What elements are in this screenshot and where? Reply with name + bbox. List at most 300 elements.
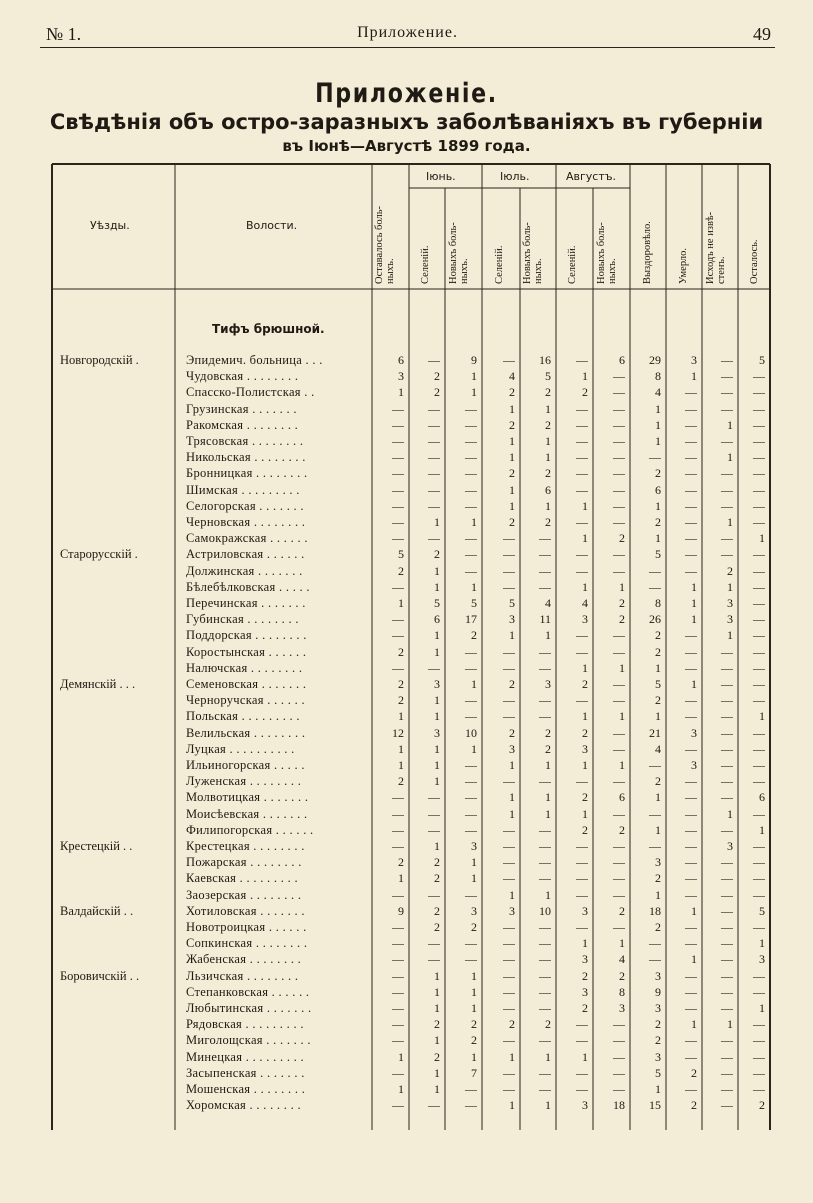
- uezd-cell: [60, 1032, 172, 1048]
- recovered-cell: 4: [655, 385, 661, 399]
- july-villages-cell: 1: [509, 888, 515, 902]
- column-header-unknown-outcome: Исходъ не извѣ- стенъ.: [705, 211, 727, 284]
- died-cell: —: [685, 564, 697, 578]
- died-cell: —: [685, 483, 697, 497]
- june-villages-cell: —: [428, 952, 440, 966]
- uezd-cell: [60, 482, 172, 498]
- july-villages-cell: 3: [509, 904, 515, 918]
- remained-end-cell: —: [753, 985, 765, 999]
- recovered-cell: 3: [655, 969, 661, 983]
- july-villages-cell: —: [503, 839, 515, 853]
- july-new-cell: 1: [545, 628, 551, 642]
- unknown-outcome-cell: —: [721, 790, 733, 804]
- uezd-cell: Валдайскій . .: [60, 904, 134, 918]
- unknown-outcome-cell: 1: [727, 450, 733, 464]
- uezd-cell: [60, 935, 172, 951]
- volost-cell: Велильская . . . . . . . .: [186, 726, 306, 740]
- remained-end-cell: —: [753, 499, 765, 513]
- remained-start-cell: —: [392, 1017, 404, 1031]
- died-cell: —: [685, 466, 697, 480]
- july-villages-cell: 1: [509, 790, 515, 804]
- august-new-cell: —: [613, 807, 625, 821]
- column-header-remained-end: Осталось.: [749, 239, 760, 284]
- remained-start-cell: —: [392, 1001, 404, 1015]
- june-new-cell: 2: [471, 920, 477, 934]
- remained-start-cell: 9: [398, 904, 404, 918]
- uezd-cell: [60, 984, 172, 1000]
- july-new-cell: —: [539, 985, 551, 999]
- august-new-cell: —: [613, 434, 625, 448]
- report-title: Свѣдѣнія объ остро-заразныхъ заболѣваніяхъ въ губерніи: [49, 110, 764, 134]
- remained-start-cell: 2: [398, 774, 404, 788]
- remained-end-cell: —: [753, 580, 765, 594]
- july-new-cell: —: [539, 871, 551, 885]
- unknown-outcome-cell: —: [721, 985, 733, 999]
- volost-cell: Никольская . . . . . . . .: [186, 450, 306, 464]
- august-villages-cell: 1: [582, 531, 588, 545]
- issue-number: № 1.: [46, 24, 82, 44]
- june-new-cell: —: [465, 790, 477, 804]
- july-new-cell: 3: [545, 677, 551, 691]
- june-villages-cell: 1: [434, 1033, 440, 1047]
- remained-end-cell: —: [753, 758, 765, 772]
- july-villages-cell: —: [503, 1082, 515, 1096]
- august-villages-cell: 2: [582, 385, 588, 399]
- august-new-cell: —: [613, 515, 625, 529]
- june-villages-cell: 1: [434, 645, 440, 659]
- august-new-cell: —: [613, 369, 625, 383]
- july-villages-cell: 1: [509, 1050, 515, 1064]
- died-cell: —: [685, 1050, 697, 1064]
- running-title: Приложение.: [357, 24, 458, 41]
- august-new-cell: 4: [619, 952, 625, 966]
- june-new-cell: —: [465, 450, 477, 464]
- uezd-cell: [60, 725, 172, 741]
- volost-cell: Филипогорская . . . . . .: [186, 823, 314, 837]
- june-new-cell: 1: [471, 1001, 477, 1015]
- august-villages-cell: 2: [582, 726, 588, 740]
- july-new-cell: —: [539, 839, 551, 853]
- volost-cell: Бронницкая . . . . . . . .: [186, 466, 308, 480]
- unknown-outcome-cell: —: [721, 466, 733, 480]
- remained-end-cell: 1: [759, 1001, 765, 1015]
- august-villages-cell: 3: [582, 904, 588, 918]
- august-new-cell: —: [613, 839, 625, 853]
- volost-cell: Семеновская . . . . . . .: [186, 677, 307, 691]
- uezd-cell: [60, 1081, 172, 1097]
- remained-end-cell: —: [753, 1050, 765, 1064]
- june-new-cell: —: [465, 466, 477, 480]
- june-villages-cell: 2: [434, 920, 440, 934]
- july-villages-cell: —: [503, 936, 515, 950]
- august-new-cell: 1: [619, 709, 625, 723]
- august-villages-cell: —: [576, 645, 588, 659]
- july-new-cell: —: [539, 969, 551, 983]
- june-villages-cell: —: [428, 661, 440, 675]
- july-new-cell: 2: [545, 726, 551, 740]
- august-villages-cell: 3: [582, 985, 588, 999]
- unknown-outcome-cell: 1: [727, 580, 733, 594]
- june-new-cell: —: [465, 1082, 477, 1096]
- remained-end-cell: —: [753, 774, 765, 788]
- recovered-cell: 1: [655, 1082, 661, 1096]
- unknown-outcome-cell: —: [721, 369, 733, 383]
- recovered-cell: 2: [655, 1017, 661, 1031]
- august-new-cell: —: [613, 855, 625, 869]
- june-villages-cell: —: [428, 1098, 440, 1112]
- died-cell: —: [685, 807, 697, 821]
- august-villages-cell: —: [576, 1066, 588, 1080]
- recovered-cell: 1: [655, 531, 661, 545]
- died-cell: —: [685, 402, 697, 416]
- unknown-outcome-cell: —: [721, 499, 733, 513]
- august-villages-cell: —: [576, 450, 588, 464]
- august-new-cell: —: [613, 402, 625, 416]
- uezd-cell: [60, 563, 172, 579]
- august-new-cell: —: [613, 628, 625, 642]
- died-cell: 1: [691, 904, 697, 918]
- recovered-cell: 2: [655, 871, 661, 885]
- august-villages-cell: —: [576, 628, 588, 642]
- june-villages-cell: 1: [434, 515, 440, 529]
- june-new-cell: —: [465, 936, 477, 950]
- uezd-cell: [60, 611, 172, 627]
- column-header-august-new: Новыхъ боль- ныхъ.: [596, 222, 618, 284]
- volost-cell: Губинская . . . . . . . .: [186, 612, 299, 626]
- august-villages-cell: —: [576, 547, 588, 561]
- unknown-outcome-cell: —: [721, 969, 733, 983]
- unknown-outcome-cell: —: [721, 661, 733, 675]
- volost-cell: Самокражская . . . . . .: [186, 531, 308, 545]
- column-header-recovered: Выздоровѣло.: [642, 221, 653, 284]
- june-new-cell: —: [465, 693, 477, 707]
- july-new-cell: —: [539, 1001, 551, 1015]
- august-new-cell: —: [613, 418, 625, 432]
- unknown-outcome-cell: —: [721, 888, 733, 902]
- uezd-cell: [60, 870, 172, 886]
- remained-start-cell: 2: [398, 693, 404, 707]
- july-new-cell: 1: [545, 888, 551, 902]
- june-new-cell: —: [465, 709, 477, 723]
- june-villages-cell: 6: [434, 612, 440, 626]
- uezd-cell: [60, 951, 172, 967]
- july-new-cell: —: [539, 1033, 551, 1047]
- appendix-title: Приложеніе.: [315, 78, 498, 109]
- recovered-cell: 6: [655, 483, 661, 497]
- unknown-outcome-cell: —: [721, 1098, 733, 1112]
- remained-start-cell: —: [392, 985, 404, 999]
- remained-start-cell: —: [392, 888, 404, 902]
- unknown-outcome-cell: 1: [727, 1017, 733, 1031]
- june-new-cell: 17: [465, 612, 477, 626]
- uezd-cell: [60, 789, 172, 805]
- remained-end-cell: —: [753, 645, 765, 659]
- june-villages-cell: —: [428, 466, 440, 480]
- august-new-cell: —: [613, 645, 625, 659]
- july-new-cell: 1: [545, 758, 551, 772]
- june-villages-cell: 2: [434, 855, 440, 869]
- july-new-cell: —: [539, 531, 551, 545]
- july-villages-cell: —: [503, 661, 515, 675]
- page-number: 49: [753, 24, 771, 44]
- uezd-cell: [60, 773, 172, 789]
- august-villages-cell: —: [576, 402, 588, 416]
- uezd-cell: [60, 465, 172, 481]
- june-new-cell: —: [465, 564, 477, 578]
- july-new-cell: —: [539, 693, 551, 707]
- july-villages-cell: —: [503, 580, 515, 594]
- volost-cell: Хоромская . . . . . . . .: [186, 1098, 301, 1112]
- july-villages-cell: —: [503, 823, 515, 837]
- june-villages-cell: 3: [434, 677, 440, 691]
- remained-start-cell: —: [392, 434, 404, 448]
- august-new-cell: —: [613, 888, 625, 902]
- august-new-cell: —: [613, 693, 625, 707]
- uezd-cell: [60, 1097, 172, 1113]
- unknown-outcome-cell: —: [721, 758, 733, 772]
- unknown-outcome-cell: —: [721, 531, 733, 545]
- died-cell: —: [685, 434, 697, 448]
- died-cell: —: [685, 515, 697, 529]
- unknown-outcome-cell: —: [721, 547, 733, 561]
- remained-end-cell: —: [753, 839, 765, 853]
- uezd-cell: [60, 384, 172, 400]
- remained-end-cell: —: [753, 385, 765, 399]
- june-new-cell: 10: [465, 726, 477, 740]
- died-cell: —: [685, 855, 697, 869]
- july-new-cell: —: [539, 823, 551, 837]
- unknown-outcome-cell: 1: [727, 628, 733, 642]
- recovered-cell: —: [649, 450, 661, 464]
- july-new-cell: —: [539, 920, 551, 934]
- july-new-cell: 5: [545, 369, 551, 383]
- died-cell: 3: [691, 353, 697, 367]
- died-cell: 1: [691, 677, 697, 691]
- volost-cell: Каевская . . . . . . . . .: [186, 871, 298, 885]
- uezd-cell: [60, 1065, 172, 1081]
- june-villages-cell: —: [428, 483, 440, 497]
- july-villages-cell: 1: [509, 499, 515, 513]
- july-new-cell: 2: [545, 1017, 551, 1031]
- remained-start-cell: —: [392, 499, 404, 513]
- july-villages-cell: —: [503, 969, 515, 983]
- disease-section-title: Тифъ брюшной.: [212, 322, 325, 336]
- died-cell: —: [685, 936, 697, 950]
- july-villages-cell: 1: [509, 628, 515, 642]
- june-villages-cell: 1: [434, 1082, 440, 1096]
- remained-end-cell: —: [753, 1082, 765, 1096]
- july-new-cell: 4: [545, 596, 551, 610]
- remained-end-cell: 1: [759, 709, 765, 723]
- august-villages-cell: 1: [582, 661, 588, 675]
- july-villages-cell: —: [503, 531, 515, 545]
- unknown-outcome-cell: —: [721, 855, 733, 869]
- unknown-outcome-cell: —: [721, 904, 733, 918]
- recovered-cell: 2: [655, 515, 661, 529]
- column-header-july-villages: Селеній.: [494, 245, 505, 284]
- recovered-cell: 1: [655, 709, 661, 723]
- remained-start-cell: —: [392, 418, 404, 432]
- recovered-cell: 8: [655, 596, 661, 610]
- unknown-outcome-cell: —: [721, 742, 733, 756]
- remained-end-cell: —: [753, 871, 765, 885]
- june-new-cell: —: [465, 888, 477, 902]
- june-villages-cell: —: [428, 450, 440, 464]
- july-villages-cell: —: [503, 855, 515, 869]
- uezd-cell: [60, 449, 172, 465]
- july-villages-cell: 2: [509, 1017, 515, 1031]
- august-villages-cell: 2: [582, 790, 588, 804]
- july-villages-cell: —: [503, 920, 515, 934]
- august-new-cell: 1: [619, 758, 625, 772]
- column-header-died: Умерло.: [678, 247, 689, 284]
- recovered-cell: 2: [655, 774, 661, 788]
- june-villages-cell: —: [428, 888, 440, 902]
- remained-start-cell: —: [392, 920, 404, 934]
- june-new-cell: 7: [471, 1066, 477, 1080]
- august-villages-cell: 2: [582, 677, 588, 691]
- july-new-cell: 1: [545, 402, 551, 416]
- july-villages-cell: 5: [509, 596, 515, 610]
- remained-start-cell: 2: [398, 855, 404, 869]
- july-new-cell: —: [539, 1082, 551, 1096]
- august-new-cell: 1: [619, 661, 625, 675]
- recovered-cell: 1: [655, 790, 661, 804]
- unknown-outcome-cell: —: [721, 402, 733, 416]
- remained-start-cell: 1: [398, 596, 404, 610]
- june-new-cell: 9: [471, 353, 477, 367]
- august-villages-cell: —: [576, 1017, 588, 1031]
- died-cell: —: [685, 547, 697, 561]
- august-villages-cell: —: [576, 871, 588, 885]
- unknown-outcome-cell: 3: [727, 612, 733, 626]
- recovered-cell: —: [649, 807, 661, 821]
- volost-cell: Жабенская . . . . . . . .: [186, 952, 302, 966]
- june-new-cell: —: [465, 661, 477, 675]
- august-new-cell: —: [613, 1082, 625, 1096]
- died-cell: —: [685, 709, 697, 723]
- june-villages-cell: —: [428, 499, 440, 513]
- month-header-august: Августъ.: [566, 170, 617, 183]
- remained-start-cell: 6: [398, 353, 404, 367]
- remained-start-cell: —: [392, 402, 404, 416]
- remained-start-cell: —: [392, 807, 404, 821]
- july-villages-cell: 2: [509, 385, 515, 399]
- died-cell: —: [685, 499, 697, 513]
- remained-end-cell: —: [753, 807, 765, 821]
- august-new-cell: —: [613, 450, 625, 464]
- august-new-cell: 2: [619, 596, 625, 610]
- remained-start-cell: —: [392, 483, 404, 497]
- july-new-cell: 2: [545, 418, 551, 432]
- june-villages-cell: 1: [434, 1066, 440, 1080]
- june-villages-cell: —: [428, 353, 440, 367]
- unknown-outcome-cell: —: [721, 871, 733, 885]
- uezd-cell: Крестецкій . .: [60, 839, 133, 853]
- remained-start-cell: 3: [398, 369, 404, 383]
- august-new-cell: —: [613, 920, 625, 934]
- remained-start-cell: 12: [392, 726, 404, 740]
- volost-cell: Ракомская . . . . . . . .: [186, 418, 299, 432]
- recovered-cell: 9: [655, 985, 661, 999]
- volost-cell: Минецкая . . . . . . . . .: [186, 1050, 304, 1064]
- july-new-cell: —: [539, 709, 551, 723]
- volost-cell: Шимская . . . . . . . . .: [186, 483, 300, 497]
- august-new-cell: —: [613, 1066, 625, 1080]
- remained-end-cell: —: [753, 742, 765, 756]
- june-new-cell: —: [465, 807, 477, 821]
- june-villages-cell: 1: [434, 693, 440, 707]
- remained-end-cell: —: [753, 418, 765, 432]
- died-cell: 3: [691, 726, 697, 740]
- unknown-outcome-cell: —: [721, 645, 733, 659]
- june-new-cell: —: [465, 823, 477, 837]
- unknown-outcome-cell: —: [721, 709, 733, 723]
- july-new-cell: 1: [545, 1098, 551, 1112]
- july-new-cell: 1: [545, 499, 551, 513]
- died-cell: —: [685, 385, 697, 399]
- june-new-cell: —: [465, 483, 477, 497]
- unknown-outcome-cell: —: [721, 1033, 733, 1047]
- june-new-cell: 3: [471, 839, 477, 853]
- remained-start-cell: —: [392, 661, 404, 675]
- august-villages-cell: —: [576, 855, 588, 869]
- july-new-cell: 2: [545, 742, 551, 756]
- recovered-cell: 1: [655, 823, 661, 837]
- recovered-cell: 2: [655, 645, 661, 659]
- volost-cell: Заозерская . . . . . . . .: [186, 888, 302, 902]
- july-villages-cell: —: [503, 645, 515, 659]
- august-villages-cell: 2: [582, 823, 588, 837]
- remained-end-cell: —: [753, 1033, 765, 1047]
- uezd-cell: [60, 417, 172, 433]
- remained-start-cell: —: [392, 612, 404, 626]
- volost-cell: Черновская . . . . . . . .: [186, 515, 306, 529]
- volost-cell: Трясовская . . . . . . . .: [186, 434, 304, 448]
- uezd-cell: [60, 741, 172, 757]
- died-cell: —: [685, 645, 697, 659]
- died-cell: —: [685, 1001, 697, 1015]
- july-new-cell: 1: [545, 790, 551, 804]
- recovered-cell: 3: [655, 855, 661, 869]
- uezd-cell: [60, 806, 172, 822]
- died-cell: 1: [691, 1017, 697, 1031]
- volost-cell: Любытинская . . . . . . .: [186, 1001, 312, 1015]
- remained-end-cell: —: [753, 515, 765, 529]
- august-new-cell: —: [613, 385, 625, 399]
- uezd-cell: [60, 579, 172, 595]
- june-new-cell: 2: [471, 1033, 477, 1047]
- july-villages-cell: —: [503, 547, 515, 561]
- died-cell: 1: [691, 612, 697, 626]
- june-villages-cell: 1: [434, 580, 440, 594]
- august-new-cell: 2: [619, 531, 625, 545]
- unknown-outcome-cell: —: [721, 920, 733, 934]
- uezd-cell: [60, 822, 172, 838]
- volost-cell: Грузинская . . . . . . .: [186, 402, 297, 416]
- august-new-cell: —: [613, 677, 625, 691]
- died-cell: —: [685, 742, 697, 756]
- volost-cell: Крестецкая . . . . . . . .: [186, 839, 305, 853]
- remained-start-cell: —: [392, 969, 404, 983]
- remained-start-cell: —: [392, 790, 404, 804]
- recovered-cell: 21: [649, 726, 661, 740]
- volost-cell: Налючская . . . . . . . .: [186, 661, 303, 675]
- recovered-cell: 3: [655, 1050, 661, 1064]
- recovered-cell: 1: [655, 499, 661, 513]
- volost-cell: Коростынская . . . . . .: [186, 645, 307, 659]
- volost-cell: Миголощская . . . . . . .: [186, 1033, 311, 1047]
